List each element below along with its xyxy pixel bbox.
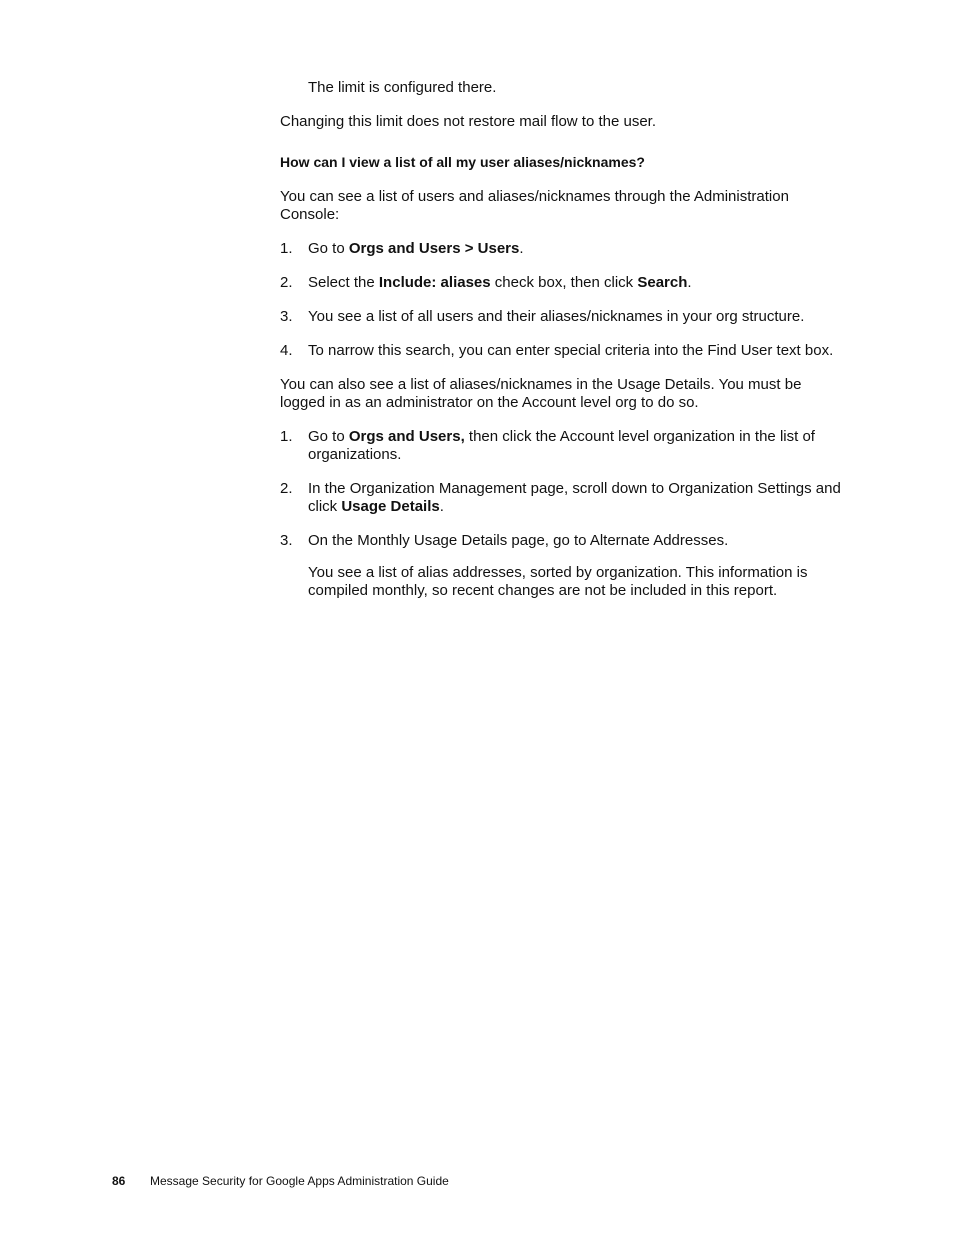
section-heading: How can I view a list of all my user aliases/nicknames? <box>280 154 645 170</box>
intro-note: The limit is configured there. <box>308 79 497 96</box>
usage-details-paragraph: You can also see a list of aliases/nicknames in the Usage Details. You must be logged in as an administrator on the Account level org to do so. <box>280 376 802 411</box>
step-number: 1. <box>280 240 293 257</box>
list-item: 4. To narrow this search, you can enter special criteria into the Find User text box. <box>280 342 834 359</box>
intro-paragraph: Changing this limit does not restore mail flow to the user. <box>280 113 657 130</box>
step-number: 2. <box>280 274 293 291</box>
step-number: 1. <box>280 428 293 445</box>
step-number: 4. <box>280 342 293 359</box>
step-number: 3. <box>280 308 293 325</box>
list-item: 2. Select the Include: aliases check box, then click Search. <box>280 274 692 291</box>
list-item: 3. On the Monthly Usage Details page, go to Alternate Addresses. You see a list of alias addresses, sorted by organization. This information is compiled monthly, so recent changes are not be included in this report. <box>280 532 845 600</box>
footer-title: Message Security for Google Apps Administration Guide <box>150 1174 449 1188</box>
step-number: 3. <box>280 532 293 549</box>
steps-list-admin-console <box>280 240 845 360</box>
list-item: 2. In the Organization Management page, scroll down to Organization Settings and click Usage Details. <box>280 480 841 515</box>
steps-list-usage-details <box>280 428 845 600</box>
list-item: 1. Go to Orgs and Users, then click the Account level organization in the list of organizations. <box>280 428 815 463</box>
list-item: 1. Go to Orgs and Users > Users. <box>280 240 524 257</box>
page-number: 86 <box>112 1174 126 1188</box>
step-note: You see a list of alias addresses, sorted by organization. This information is compiled monthly, so recent changes are not be included in this report. <box>308 564 808 599</box>
list-item: 3. You see a list of all users and their aliases/nicknames in your org structure. <box>280 308 805 325</box>
page-footer <box>112 1174 449 1189</box>
document-body <box>280 79 845 616</box>
step-number: 2. <box>280 480 293 497</box>
section-intro: You can see a list of users and aliases/nicknames through the Administration Console: <box>280 188 789 223</box>
